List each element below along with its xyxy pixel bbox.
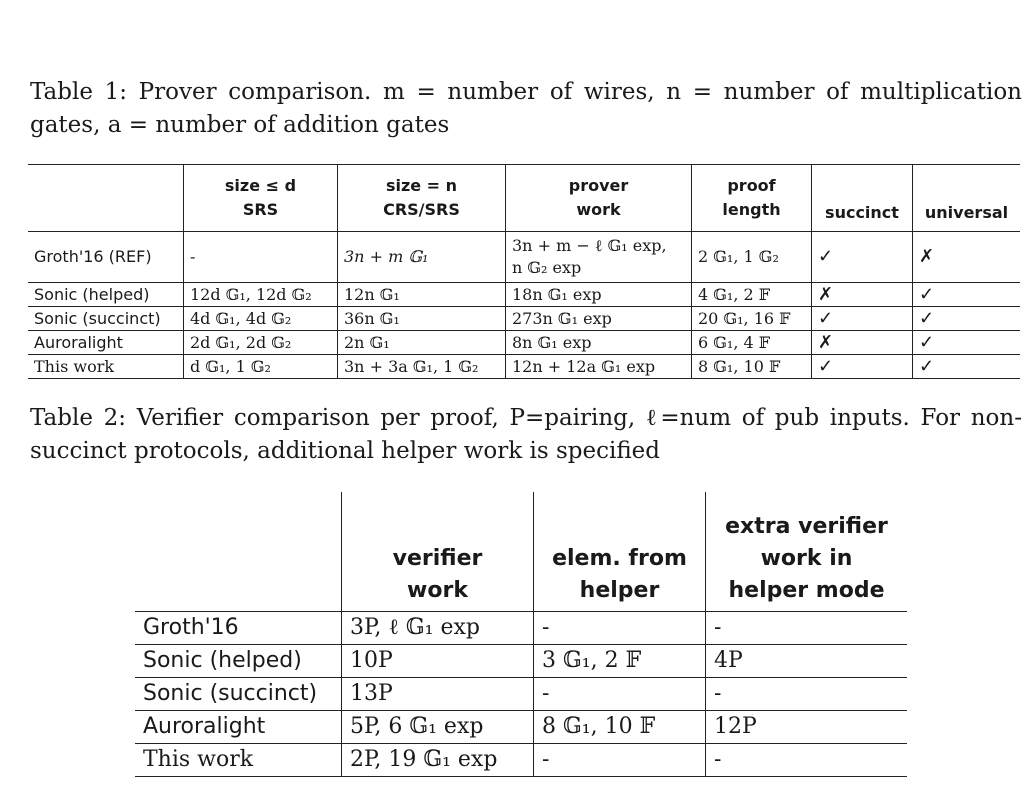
cell-helper: - (534, 678, 706, 711)
table-row (28, 331, 1020, 355)
cell-helper: - (534, 612, 706, 645)
cell-universal: ✗ (913, 232, 1021, 283)
table1-col-crs: size = n CRS/SRS (338, 165, 506, 232)
cell-work: 8n 𝔾₁ exp (506, 331, 692, 355)
cell-extra: - (706, 744, 908, 777)
row-name: Sonic (succinct) (135, 678, 342, 711)
cell-extra: - (706, 612, 908, 645)
cell-work: 18n 𝔾₁ exp (506, 283, 692, 307)
cell-crs: 2n 𝔾₁ (338, 331, 506, 355)
prover-comparison-table (28, 164, 1020, 379)
cell-srs: d 𝔾₁, 1 𝔾₂ (184, 355, 338, 379)
row-name: Groth'16 (135, 612, 342, 645)
cell-universal: ✓ (913, 283, 1021, 307)
table1-col-srs: size ≤ d SRS (184, 165, 338, 232)
cell-work: 273n 𝔾₁ exp (506, 307, 692, 331)
table1-corner-cell (28, 165, 184, 232)
cell-universal: ✓ (913, 307, 1021, 331)
table-row (28, 307, 1020, 331)
table-row (28, 355, 1020, 379)
cell-crs: 12n 𝔾₁ (338, 283, 506, 307)
cell-srs: 12d 𝔾₁, 12d 𝔾₂ (184, 283, 338, 307)
row-name: Sonic (succinct) (28, 307, 184, 331)
table-row (28, 283, 1020, 307)
row-name: Sonic (helped) (135, 645, 342, 678)
table1-col-proof: proof length (692, 165, 812, 232)
cell-work: 12n + 12a 𝔾₁ exp (506, 355, 692, 379)
table-row (135, 645, 907, 678)
cell-srs: 2d 𝔾₁, 2d 𝔾₂ (184, 331, 338, 355)
cell-verifier: 3P, ℓ 𝔾₁ exp (342, 612, 534, 645)
table1-col-universal: universal (913, 165, 1021, 232)
cell-succinct: ✗ (812, 283, 913, 307)
table2-corner-cell (135, 492, 342, 612)
table-row (135, 711, 907, 744)
row-name: This work (135, 744, 342, 777)
cell-succinct: ✗ (812, 331, 913, 355)
cell-proof: 20 𝔾₁, 16 𝔽 (692, 307, 812, 331)
cell-verifier: 10P (342, 645, 534, 678)
table2-col-helper: elem. from helper (534, 492, 706, 612)
cell-universal: ✓ (913, 355, 1021, 379)
cell-proof: 2 𝔾₁, 1 𝔾₂ (692, 232, 812, 283)
cell-verifier: 5P, 6 𝔾₁ exp (342, 711, 534, 744)
cell-helper: - (534, 744, 706, 777)
table2-header-row (135, 492, 907, 612)
cell-extra: - (706, 678, 908, 711)
cell-proof: 8 𝔾₁, 10 𝔽 (692, 355, 812, 379)
table1-col-succinct: succinct (812, 165, 913, 232)
table-row (135, 678, 907, 711)
table2-col-verifier: verifier work (342, 492, 534, 612)
cell-crs: 36n 𝔾₁ (338, 307, 506, 331)
verifier-comparison-table (135, 492, 907, 777)
cell-extra: 4P (706, 645, 908, 678)
cell-crs: 3n + m 𝔾₁ (338, 232, 506, 283)
cell-extra: 12P (706, 711, 908, 744)
table2-caption: Table 2: Verifier comparison per proof, P=pairing, ℓ=num of pub inputs. For non-succinct protocols, additional helper work is specified (30, 405, 1022, 464)
row-name: Groth'16 (REF) (28, 232, 184, 283)
row-name: This work (28, 355, 184, 379)
table1-caption: Table 1: Prover comparison. m = number of wires, n = number of multiplication gates, a = number of addition gates (30, 79, 1022, 138)
cell-helper: 8 𝔾₁, 10 𝔽 (534, 711, 706, 744)
cell-succinct: ✓ (812, 307, 913, 331)
table1-header-row (28, 165, 1020, 232)
cell-universal: ✓ (913, 331, 1021, 355)
table-row (135, 744, 907, 777)
cell-succinct: ✓ (812, 355, 913, 379)
cell-verifier: 2P, 19 𝔾₁ exp (342, 744, 534, 777)
cell-verifier: 13P (342, 678, 534, 711)
row-name: Sonic (helped) (28, 283, 184, 307)
cell-srs: - (184, 232, 338, 283)
table1-col-work: prover work (506, 165, 692, 232)
cell-srs: 4d 𝔾₁, 4d 𝔾₂ (184, 307, 338, 331)
table-row (135, 612, 907, 645)
cell-proof: 4 𝔾₁, 2 𝔽 (692, 283, 812, 307)
cell-proof: 6 𝔾₁, 4 𝔽 (692, 331, 812, 355)
cell-work: 3n + m − ℓ 𝔾₁ exp, n 𝔾₂ exp (506, 232, 692, 283)
table2-col-extra: extra verifier work in helper mode (706, 492, 908, 612)
cell-crs: 3n + 3a 𝔾₁, 1 𝔾₂ (338, 355, 506, 379)
table-row (28, 232, 1020, 283)
row-name: Auroralight (28, 331, 184, 355)
cell-succinct: ✓ (812, 232, 913, 283)
cell-helper: 3 𝔾₁, 2 𝔽 (534, 645, 706, 678)
row-name: Auroralight (135, 711, 342, 744)
